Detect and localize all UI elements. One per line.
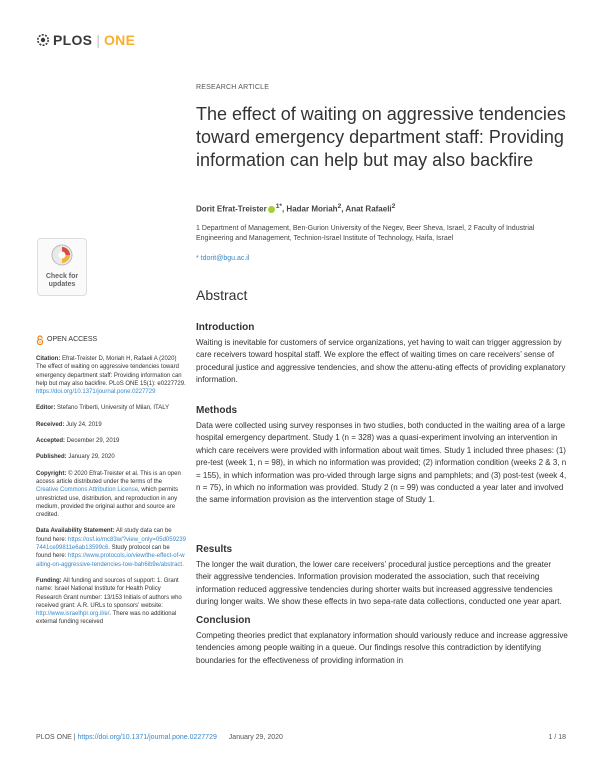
citation-label: Citation: [36,356,61,362]
copyright-text-2: , which permits unrestricted use, distribution, and reproduction in any medium, provided the original author and source are credited. [36,487,179,519]
license-link[interactable]: Creative Commons Attribution License [36,487,139,494]
article-metadata-sidebar [36,335,186,635]
funding-label: Funding: [36,577,62,584]
section-text-conclusion: Competing theories predict that explanatory information should variously reduce and increase aggressive tendencies among people waiting in a queue. Our findings resolve this contradiction by identifying boundaries for the effectiveness of providing information in [196,631,568,665]
check-label-line1: Check for [45,273,79,280]
section-heading-results: Results [196,544,233,555]
received-text: July 24, 2019 [64,421,102,428]
footer-doi-link[interactable]: https://doi.org/10.1371/journal.pone.0227729 [77,734,217,741]
journal-name: PLOS [53,32,93,48]
published-text: January 29, 2020 [66,454,115,461]
funding-sponsor-link[interactable]: http://www.israelhpr.org.il/e/ [36,611,110,618]
citation-doi-link[interactable]: https://doi.org/10.1371/journal.pone.0227729 [36,389,156,396]
published-date [36,453,186,461]
accepted-date [36,437,186,445]
data-availability-text-2: . Study protocol can be found here: [36,545,170,560]
section-heading-introduction: Introduction [196,322,255,333]
section-heading-methods: Methods [196,405,238,416]
open-access-badge [36,335,186,345]
author-1-affiliation: 1* [275,203,282,210]
received-date [36,421,186,429]
author-3-affiliation: 2 [391,203,396,210]
published-label: Published: [36,454,67,461]
author-list [196,203,395,214]
article-type: RESEARCH ARTICLE [196,84,270,91]
copyright-text-1: © 2020 Efrat-Treister et al. This is an open access article distributed under the terms of the [36,470,181,485]
editor-label: Editor: [36,405,56,412]
citation [36,355,186,396]
crossmark-icon [51,244,73,266]
footer-left [36,734,283,741]
received-label: Received: [36,421,65,428]
footer-date: January 29, 2020 [228,734,283,741]
section-text-introduction: Waiting is inevitable for customers of service organizations, yet having to wait can trigger aggression by care receivers toward hospital staff. We explore the effect of waiting times on care receivers’ sense of procedural justice and aggressive tendencies, and show the attenu-ating effects of providing explanatory information. [196,338,566,385]
accepted-label: Accepted: [36,438,66,445]
plos-gear-icon [36,33,50,47]
section-text-methods: Data were collected using survey responses in two studies, both conducted in the waiting area of a large hospital emergency department. Study 1 (n = 328) was a quasi-experiment involving an intervention in which care receivers were provided with information about wait times. Study 1 included three phases: (1) pre-test (week 1, n = 98), in which no information was provided; (2) information condition (weeks 2 & 3, n = 155), in which information was pro-vided through large signs and pamphlets; and (3) post-test (week 4, n = 75), in which no information was provided. Study 2 (n = 99) was conducted a year later and involved the same information provision as the intervention stage of Study 1. [196,421,567,505]
citation-text: Efrat-Treister D, Moriah H, Rafaeli A (2020) The effect of waiting on aggressive tendencies toward emergency department staff: Providing information can help but may also backfire. PLoS ONE 15(1): e0227729. [36,356,186,387]
footer-journal: PLOS ONE | [36,734,78,741]
data-availability-label: Data Availability Statement: [36,528,115,535]
open-access-label: OPEN ACCESS [47,335,98,343]
author-2-affiliation: 2 [337,203,342,210]
journal-separator: | [96,32,100,48]
page-number: 1 / 18 [548,734,566,741]
section-text-results: The longer the wait duration, the lower care receivers’ procedural justice perceptions and the greater their aggressive tendencies. Information provision moderated the association, such that receiving information reduced aggressive tendencies during shorter waits but increased aggressive tendencies during longer waits. We show these effects in two sepa-rate data collections, conducted one year apart. [196,560,562,607]
editor-text: Stefano Triberti, University of Milan, ITALY [55,405,170,412]
data-link-osf[interactable]: https://osf.io/mc83w/?view_only=05d0592397441ce99811e6ab13599c6 [36,536,186,552]
author-1[interactable]: Dorit Efrat-Treister [196,204,267,214]
protocol-link-suffix[interactable]: /abstract. [159,561,184,568]
corresponding-email[interactable]: * tdorit@bgu.ac.il [196,255,250,262]
funding [36,577,186,627]
funding-text-1: All funding and sources of support: 1. Grant name: Israel National Institute for Health Policy Research Grant number: 13/153 Initials of authors who received grant: A.R. URLs to sponsors' website: [36,577,182,609]
check-label-line2: updates [48,281,76,288]
accepted-text: December 29, 2019 [65,438,120,445]
affiliations: 1 Department of Management, Ben-Gurion University of the Negev, Beer Sheva, Israel, 2 Faculty of Industrial Engineering and Management, Technion-Israel Institute of Technology, Haifa, Israel [196,225,535,242]
open-access-lock-icon [36,335,44,345]
copyright [36,470,186,520]
abstract-heading: Abstract [196,287,248,303]
article-title: The effect of waiting on aggressive tendencies toward emergency department staff: Providing information can help but may also backfire [196,104,566,170]
journal-logo [36,31,135,49]
data-availability-text-1: All study data can be found here: [36,528,172,543]
journal-subname: ONE [103,32,136,48]
check-for-updates-badge[interactable] [37,238,87,296]
author-2[interactable]: , Hadar Moriah [281,204,338,214]
section-heading-conclusion: Conclusion [196,615,251,626]
funding-text-2: . There was no additional external funding received [36,611,177,626]
author-3[interactable]: , Anat Rafaeli [341,204,392,214]
copyright-label: Copyright: [36,470,67,477]
editor [36,404,186,412]
protocol-link[interactable]: https://www.protocols.io/view/the-effect-of-waiting-on-aggressive-tendencies-tow-bah6ib9e [36,553,185,568]
data-availability [36,527,186,568]
orcid-icon[interactable] [268,206,275,213]
